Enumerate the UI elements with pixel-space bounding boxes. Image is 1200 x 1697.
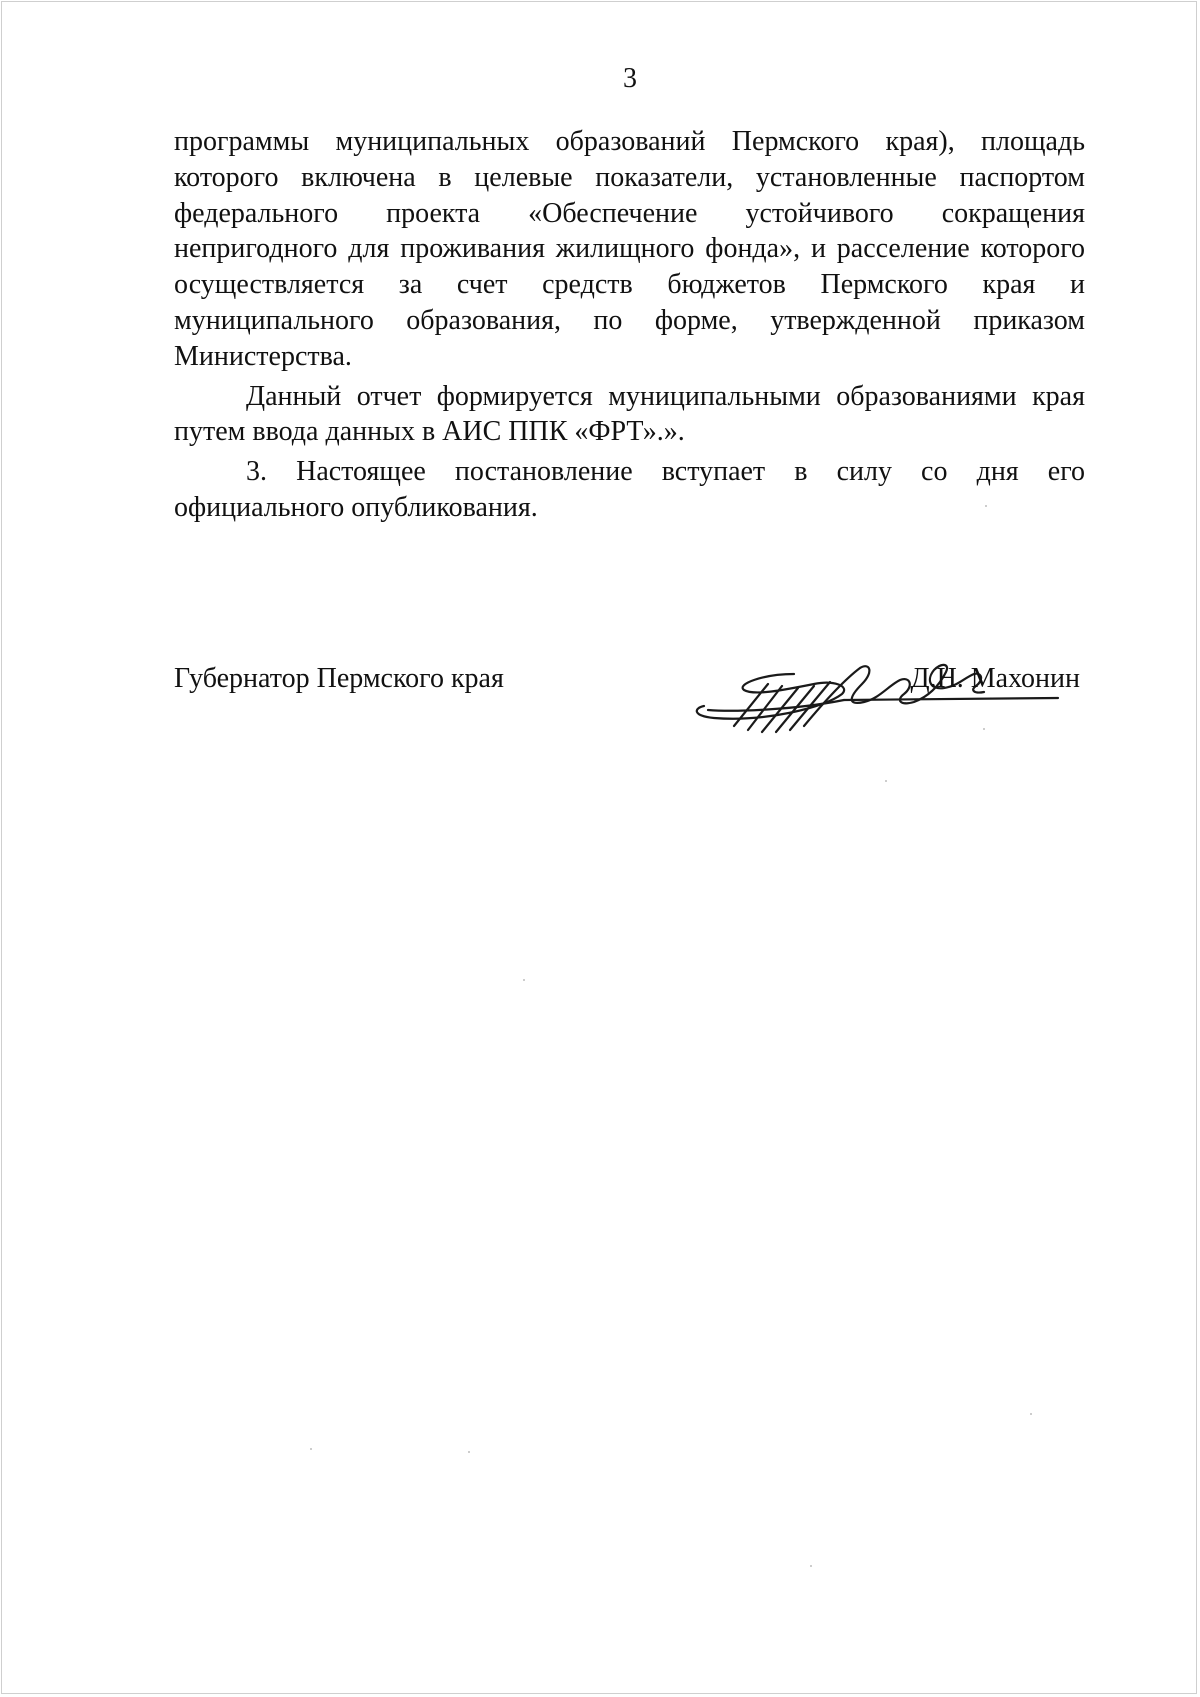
paragraph-point-3: 3. Настоящее постановление вступает в силу со дня его официального опубликования. xyxy=(174,456,1085,523)
scan-speck xyxy=(885,780,887,782)
scan-speck xyxy=(468,1451,470,1453)
signer-position: Губернатор Пермского края xyxy=(174,663,504,694)
scan-speck xyxy=(310,1448,312,1450)
scan-speck xyxy=(983,728,985,730)
document-body xyxy=(174,124,1085,526)
paragraph-report-info: Данный отчет формируется муниципальными образованиями края путем ввода данных в АИС ППК «ФРТ».». xyxy=(174,380,1085,448)
scan-speck xyxy=(523,979,525,981)
page-number: 3 xyxy=(623,63,637,94)
paragraph-continuation: программы муниципальных образований Пермского края), площадь которого включена в целевые показатели, установленные паспортом федерального проекта «Обеспечение устойчивого сокращения непригодного для проживания жилищного фонда», и расселение которого осуществляется за счет средств бюджетов Пермского края и муниципального образования, по форме, утвержденной приказом Министерства. xyxy=(174,126,1085,372)
signature-block xyxy=(174,658,1085,738)
scan-speck xyxy=(985,505,987,507)
scan-speck xyxy=(810,1565,812,1567)
scan-speck xyxy=(1030,1413,1032,1415)
signer-name: Д.Н. Махонин xyxy=(910,663,1080,694)
